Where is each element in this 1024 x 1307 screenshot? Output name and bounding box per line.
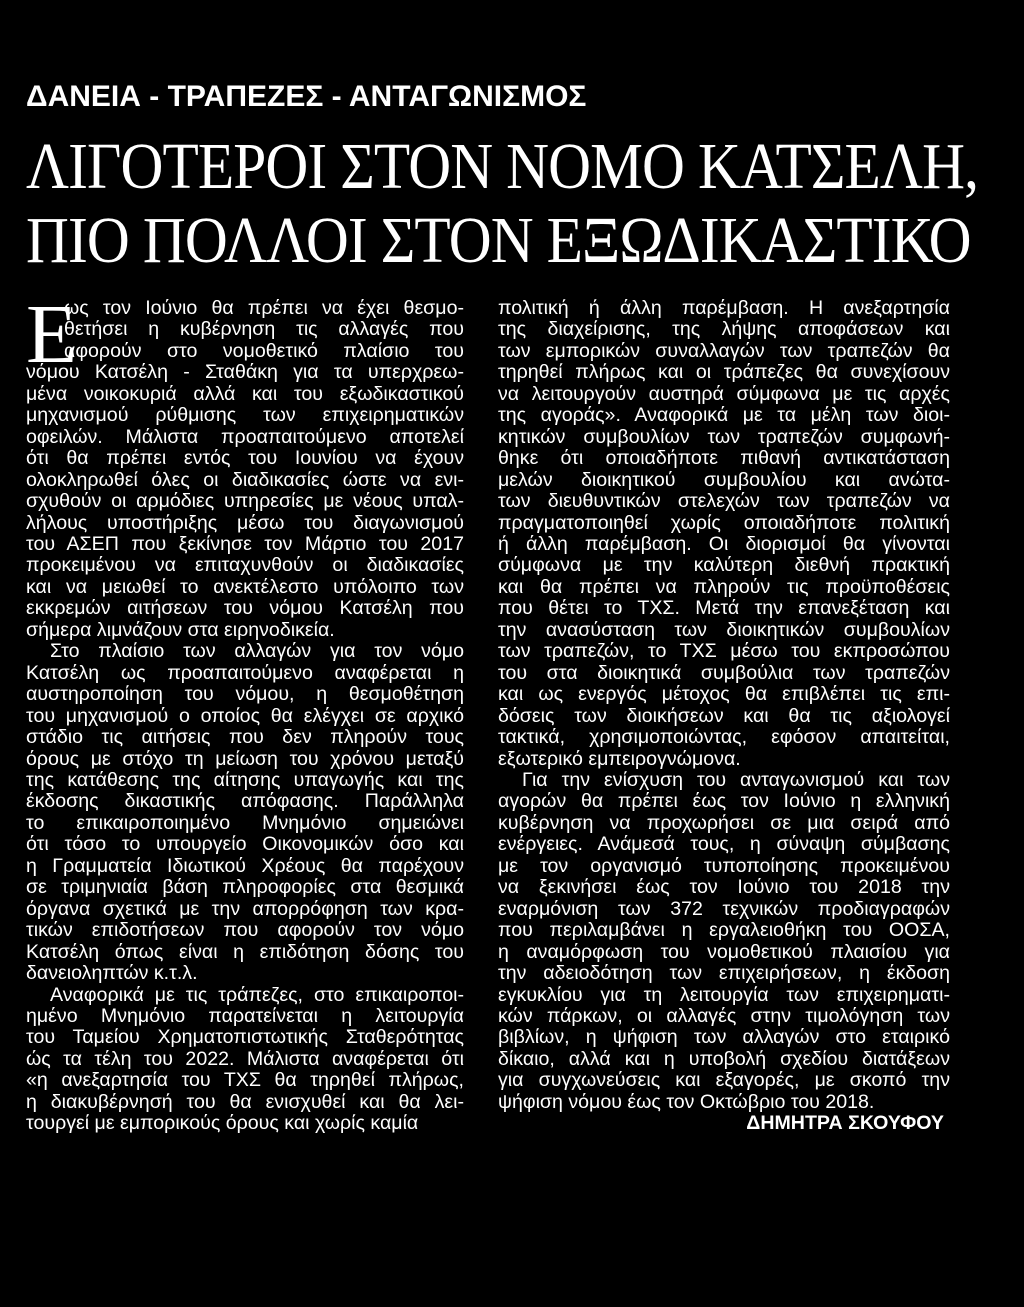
article-text-line: ως τον Ιούνιο θα πρέπει να έχει θεσμο- bbox=[64, 297, 464, 319]
article-text-line: νόμου Κατσέλη - Σταθάκη για τα υπερχρεω- bbox=[26, 361, 464, 384]
article-text-line: πραγματοποιηθεί χωρίς οποιαδήποτε πολιτική bbox=[498, 511, 950, 534]
article-text-line: λήλους υποστήριξης μέσω του διαγωνισμού bbox=[26, 511, 464, 534]
article-text-line: δανειοληπτών κ.τ.λ. bbox=[26, 962, 198, 985]
article-text-line: που περιλαμβάνει η εργαλειοθήκη του ΟΟΣΑ, bbox=[498, 919, 950, 942]
article-text-line: η διακυβέρνησή του θα ενισχυθεί και θα λει- bbox=[26, 1090, 464, 1113]
article-text-line: σχυθούν οι αρμόδιες υπηρεσίες με νέους υπαλ- bbox=[26, 490, 464, 513]
article-text-line: κυβέρνηση να προχωρήσει σε μια σειρά από bbox=[498, 811, 950, 834]
article-text-line: Κατσέλη ως προαπαιτούμενο αναφέρεται η bbox=[26, 661, 464, 684]
article-text-line: του στα διοικητικά συμβούλια των τραπεζών bbox=[498, 661, 950, 684]
article-text-line: «η ανεξαρτησία του ΤΧΣ θα τηρηθεί πλήρως, bbox=[26, 1069, 464, 1092]
article-text-line: εκκρεμών αιτήσεων του νόμου Κατσέλη που bbox=[26, 597, 464, 620]
article-text-line: εγκυκλίου για τη λειτουργία των επιχειρηματι- bbox=[498, 983, 950, 1006]
article-text-line: του ΑΣΕΠ που ξεκίνησε τον Μάρτιο του 2017 bbox=[26, 532, 464, 555]
article-text-line: Για την ενίσχυση του ανταγωνισμού και των bbox=[522, 768, 950, 791]
article-text-line: κητικών συμβουλίων των τραπεζών συμφωνή- bbox=[498, 425, 950, 448]
article-text-line: δόσεις των διοικήσεων και θα τις αξιολογεί bbox=[498, 704, 950, 727]
article-text-line: κών πάρκων, οι αλλαγές στην τιμολόγηση των bbox=[498, 1004, 950, 1027]
article-text-line: τηρηθεί πλήρως και οι τράπεζες θα συνεχίσουν bbox=[498, 361, 950, 384]
article-text-line: της αγοράς». Αναφορικά με τα μέλη των διοι- bbox=[498, 404, 950, 427]
article-text-line: με τον οργανισμό τυποποίησης προκειμένου bbox=[498, 854, 950, 877]
article-text-line: για συγχωνεύσεις και εξαγορές, με σκοπό την bbox=[498, 1069, 950, 1092]
article-text-line: ενέργειες. Ανάμεσά τους, η σύναψη σύμβασης bbox=[498, 833, 950, 856]
article-text-line: των εμπορικών συναλλαγών των τραπεζών θα bbox=[498, 339, 950, 362]
article-text-line: αυστηροποίηση του νόμου, η θεσμοθέτηση bbox=[26, 683, 464, 706]
drop-cap: Ε bbox=[26, 288, 78, 381]
article-text-line: σήμερα λιμνάζουν στα ειρηνοδικεία. bbox=[26, 618, 335, 641]
article-text-line: έκδοσης δικαστικής απόφασης. Παράλληλα bbox=[26, 790, 464, 813]
article-text-line: θετήσει η κυβέρνηση τις αλλαγές που bbox=[64, 318, 464, 341]
article-text-line: μένα νοικοκυριά αλλά και του εξωδικαστικού bbox=[26, 382, 464, 405]
article-text-line: που θέτει το ΤΧΣ. Μετά την επανεξέταση και bbox=[498, 597, 950, 620]
article-text-line: ότι τόσο το υπουργείο Οικονομικών όσο και bbox=[26, 833, 464, 856]
section-kicker: ΔΑΝΕΙΑ - ΤΡΑΠΕΖΕΣ - ΑΝΤΑΓΩΝΙΣΜΟΣ bbox=[26, 80, 587, 113]
article-text-line: και ως ενεργός μέτοχος θα επιβλέπει τις επι- bbox=[498, 683, 950, 706]
article-text-line: την ανασύσταση των διοικητικών συμβουλίων bbox=[498, 618, 950, 641]
article-column-right bbox=[498, 298, 950, 1135]
article-column-left bbox=[26, 298, 464, 1135]
article-text-line: όργανα σχετικά με την απορρόφηση των κρα- bbox=[26, 897, 464, 920]
article-text-line: τικών επιδοτήσεων που αφορούν τον νόμο bbox=[26, 919, 464, 942]
author-byline: ΔΗΜΗΤΡΑ ΣΚΟΥΦΟΥ bbox=[746, 1112, 944, 1135]
article-text-line: οφειλών. Μάλιστα προαπαιτούμενο αποτελεί bbox=[26, 425, 464, 448]
article-text-line: και θα πρέπει να πληρούν τις προϋποθέσεις bbox=[498, 575, 950, 598]
article-text-line: δίκαιο, αλλά και η υποβολή σχεδίου διατάξεων bbox=[498, 1047, 950, 1070]
headline-line-2: ΠΙΟ ΠΟΛΛΟΙ ΣΤΟΝ ΕΞΩΔΙΚΑΣΤΙΚΟ bbox=[26, 204, 971, 277]
article-text-line: των διευθυντικών στελεχών των τραπεζών να bbox=[498, 490, 950, 513]
article-text-line: τακτικά, χρησιμοποιώντας, εφόσον απαιτείται, bbox=[498, 726, 950, 749]
article-text-line: αγορών θα πρέπει έως τον Ιούνιο η ελληνική bbox=[498, 790, 950, 813]
article-text-line: Αναφορικά με τις τράπεζες, στο επικαιροποι- bbox=[50, 983, 464, 1006]
article-text-line: μηχανισμού ρύθμισης των επιχειρηματικών bbox=[26, 404, 464, 427]
article-text-line: σύμφωνα με την καλύτερη διεθνή πρακτική bbox=[498, 554, 950, 577]
article-text-line: μελών διοικητικού συμβουλίου και ανώτα- bbox=[498, 468, 950, 491]
article-text-line: ή άλλη παρέμβαση. Οι διορισμοί θα γίνονται bbox=[498, 532, 950, 555]
article-text-line: του Ταμείου Χρηματοπιστωτικής Σταθερότητας bbox=[26, 1026, 464, 1049]
article-text-line: ότι θα πρέπει εντός του Ιουνίου να έχουν bbox=[26, 447, 464, 470]
article-text-line: του μηχανισμού ο οποίος θα ελέγχει σε αρχικό bbox=[26, 704, 464, 727]
article-text-line: πολιτική ή άλλη παρέμβαση. Η ανεξαρτησία bbox=[498, 297, 950, 319]
article-text-line: η αναμόρφωση του νομοθετικού πλαισίου για bbox=[498, 940, 950, 963]
article-text-line: τουργεί με εμπορικούς όρους και χωρίς καμία bbox=[26, 1112, 419, 1135]
article-text-line: θηκε ότι οποιαδήποτε πιθανή αντικατάσταση bbox=[498, 447, 950, 470]
article-text-line: ώς τα τέλη του 2022. Μάλιστα αναφέρεται ότι bbox=[26, 1047, 464, 1070]
article-text-line: της διαχείρισης, της λήψης αποφάσεων και bbox=[498, 318, 950, 341]
article-text-line: ψήφιση νόμου έως τον Οκτώβριο του 2018. bbox=[498, 1090, 875, 1113]
article-text-line: Κατσέλη όπως είναι η επιδότηση δόσης του bbox=[26, 940, 464, 963]
article-text-line: ολοκληρωθεί όλες οι διαδικασίες ώστε να ενι- bbox=[26, 468, 464, 491]
article-text-line: όρους με στόχο τη μείωση του χρόνου μεταξύ bbox=[26, 747, 464, 770]
article-text-line: να λειτουργούν αυστηρά σύμφωνα με τις αρχές bbox=[498, 382, 950, 405]
article-text-line: εξωτερικό εμπειρογνώμονα. bbox=[498, 747, 741, 770]
article-text-line: βιβλίων, η ψήφιση των αλλαγών στο εταιρικό bbox=[498, 1026, 950, 1049]
article-text-line: η Γραμματεία Ιδιωτικού Χρέους θα παρέχουν bbox=[26, 854, 464, 877]
article-text-line: το επικαιροποιημένο Μνημόνιο σημειώνει bbox=[26, 811, 464, 834]
article-text-line: ημένο Μνημόνιο παρατείνεται η λειτουργία bbox=[26, 1004, 464, 1027]
article-text-line: προκειμένου να επιταχυνθούν οι διαδικασίες bbox=[26, 554, 464, 577]
article-text-line: αφορούν στο νομοθετικό πλαίσιο του bbox=[64, 339, 464, 362]
article-text-line: Στο πλαίσιο των αλλαγών για τον νόμο bbox=[50, 640, 464, 663]
article-text-line: των τραπεζών, το ΤΧΣ μέσω του εκπροσώπου bbox=[498, 640, 950, 663]
article-text-line: την αδειοδότηση των επιχειρήσεων, η έκδοση bbox=[498, 962, 950, 985]
article-text-line: και να μειωθεί το ανεκτέλεστο υπόλοιπο των bbox=[26, 575, 464, 598]
article-text-line: εναρμόνιση των 372 τεχνικών προδιαγραφών bbox=[498, 897, 950, 920]
headline-line-1: ΛΙΓΟΤΕΡΟΙ ΣΤΟΝ ΝΟΜΟ ΚΑΤΣΕΛΗ, bbox=[26, 130, 979, 203]
article-text-line: στάδιο τις αιτήσεις που δεν πληρούν τους bbox=[26, 726, 464, 749]
article-text-line: της κατάθεσης της αίτησης υπαγωγής και της bbox=[26, 768, 464, 791]
article-text-line: σε τριμηνιαία βάση πληροφορίες στα θεσμικά bbox=[26, 876, 464, 899]
article-text-line: να ξεκινήσει έως τον Ιούνιο του 2018 την bbox=[498, 876, 950, 899]
article-headline bbox=[26, 130, 979, 278]
